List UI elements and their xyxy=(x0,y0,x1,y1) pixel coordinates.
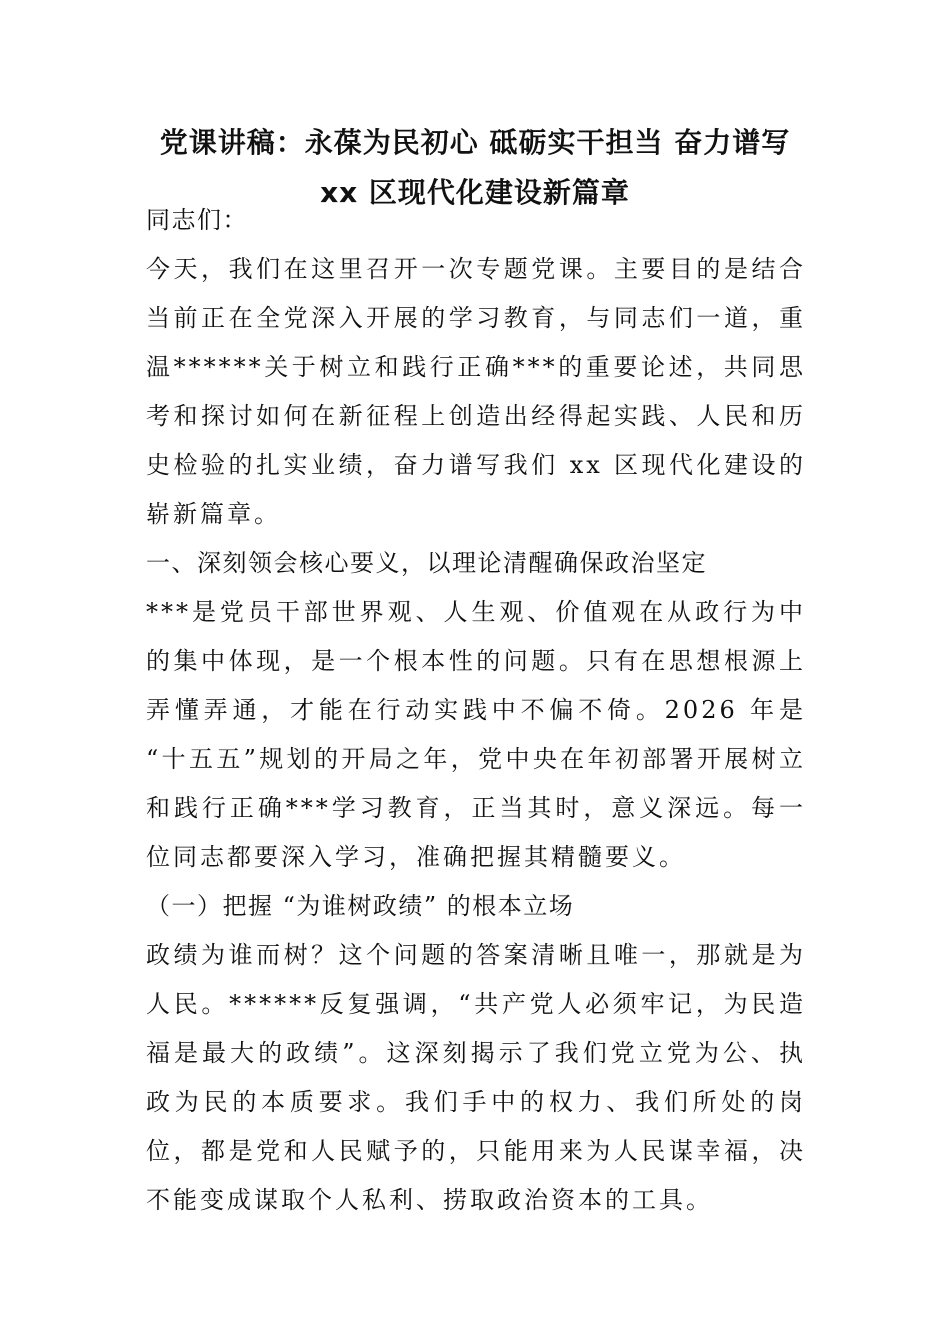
subsection-1-heading: （一）把握 “为谁树政绩” 的根本立场 xyxy=(146,892,575,920)
document-body xyxy=(146,196,806,1225)
section-1-paragraph: ***是党员干部世界观、人生观、价值观在从政行为中的集中体现，是一个根本性的问题。只有在思想根源上弄懂弄通，才能在行动实践中不偏不倚。2026 年是 “十五五”规划的开局之年，党中央在年初部署开展树立和践行正确***学习教育，正当其时，意义深远。每一位同志都要深入学习，准确把握其精髓要义。 xyxy=(146,598,806,871)
salutation: 同志们： xyxy=(146,206,248,234)
title-line-2: xx 区现代化建设新篇章 xyxy=(320,176,630,209)
intro-paragraph: 今天，我们在这里召开一次专题党课。主要目的是结合当前正在全党深入开展的学习教育，与同志们一道，重温******关于树立和践行正确***的重要论述，共同思考和探讨如何在新征程上创造出经得起实践、人民和历史检验的扎实业绩，奋力谱写我们 xx 区现代化建设的崭新篇章。 xyxy=(146,255,806,528)
subsection-1-paragraph: 政绩为谁而树？这个问题的答案清晰且唯一，那就是为人民。******反复强调，“共产党人必须牢记，为民造福是最大的政绩”。这深刻揭示了我们党立党为公、执政为民的本质要求。我们手中的权力、我们所处的岗位，都是党和人民赋予的，只能用来为人民谋幸福，决不能变成谋取个人私利、捞取政治资本的工具。 xyxy=(146,941,806,1214)
section-1-heading: 一、深刻领会核心要义，以理论清醒确保政治坚定 xyxy=(146,549,707,577)
title-line-1: 党课讲稿：永葆为民初心 砥砺实干担当 奋力谱写 xyxy=(159,126,791,159)
